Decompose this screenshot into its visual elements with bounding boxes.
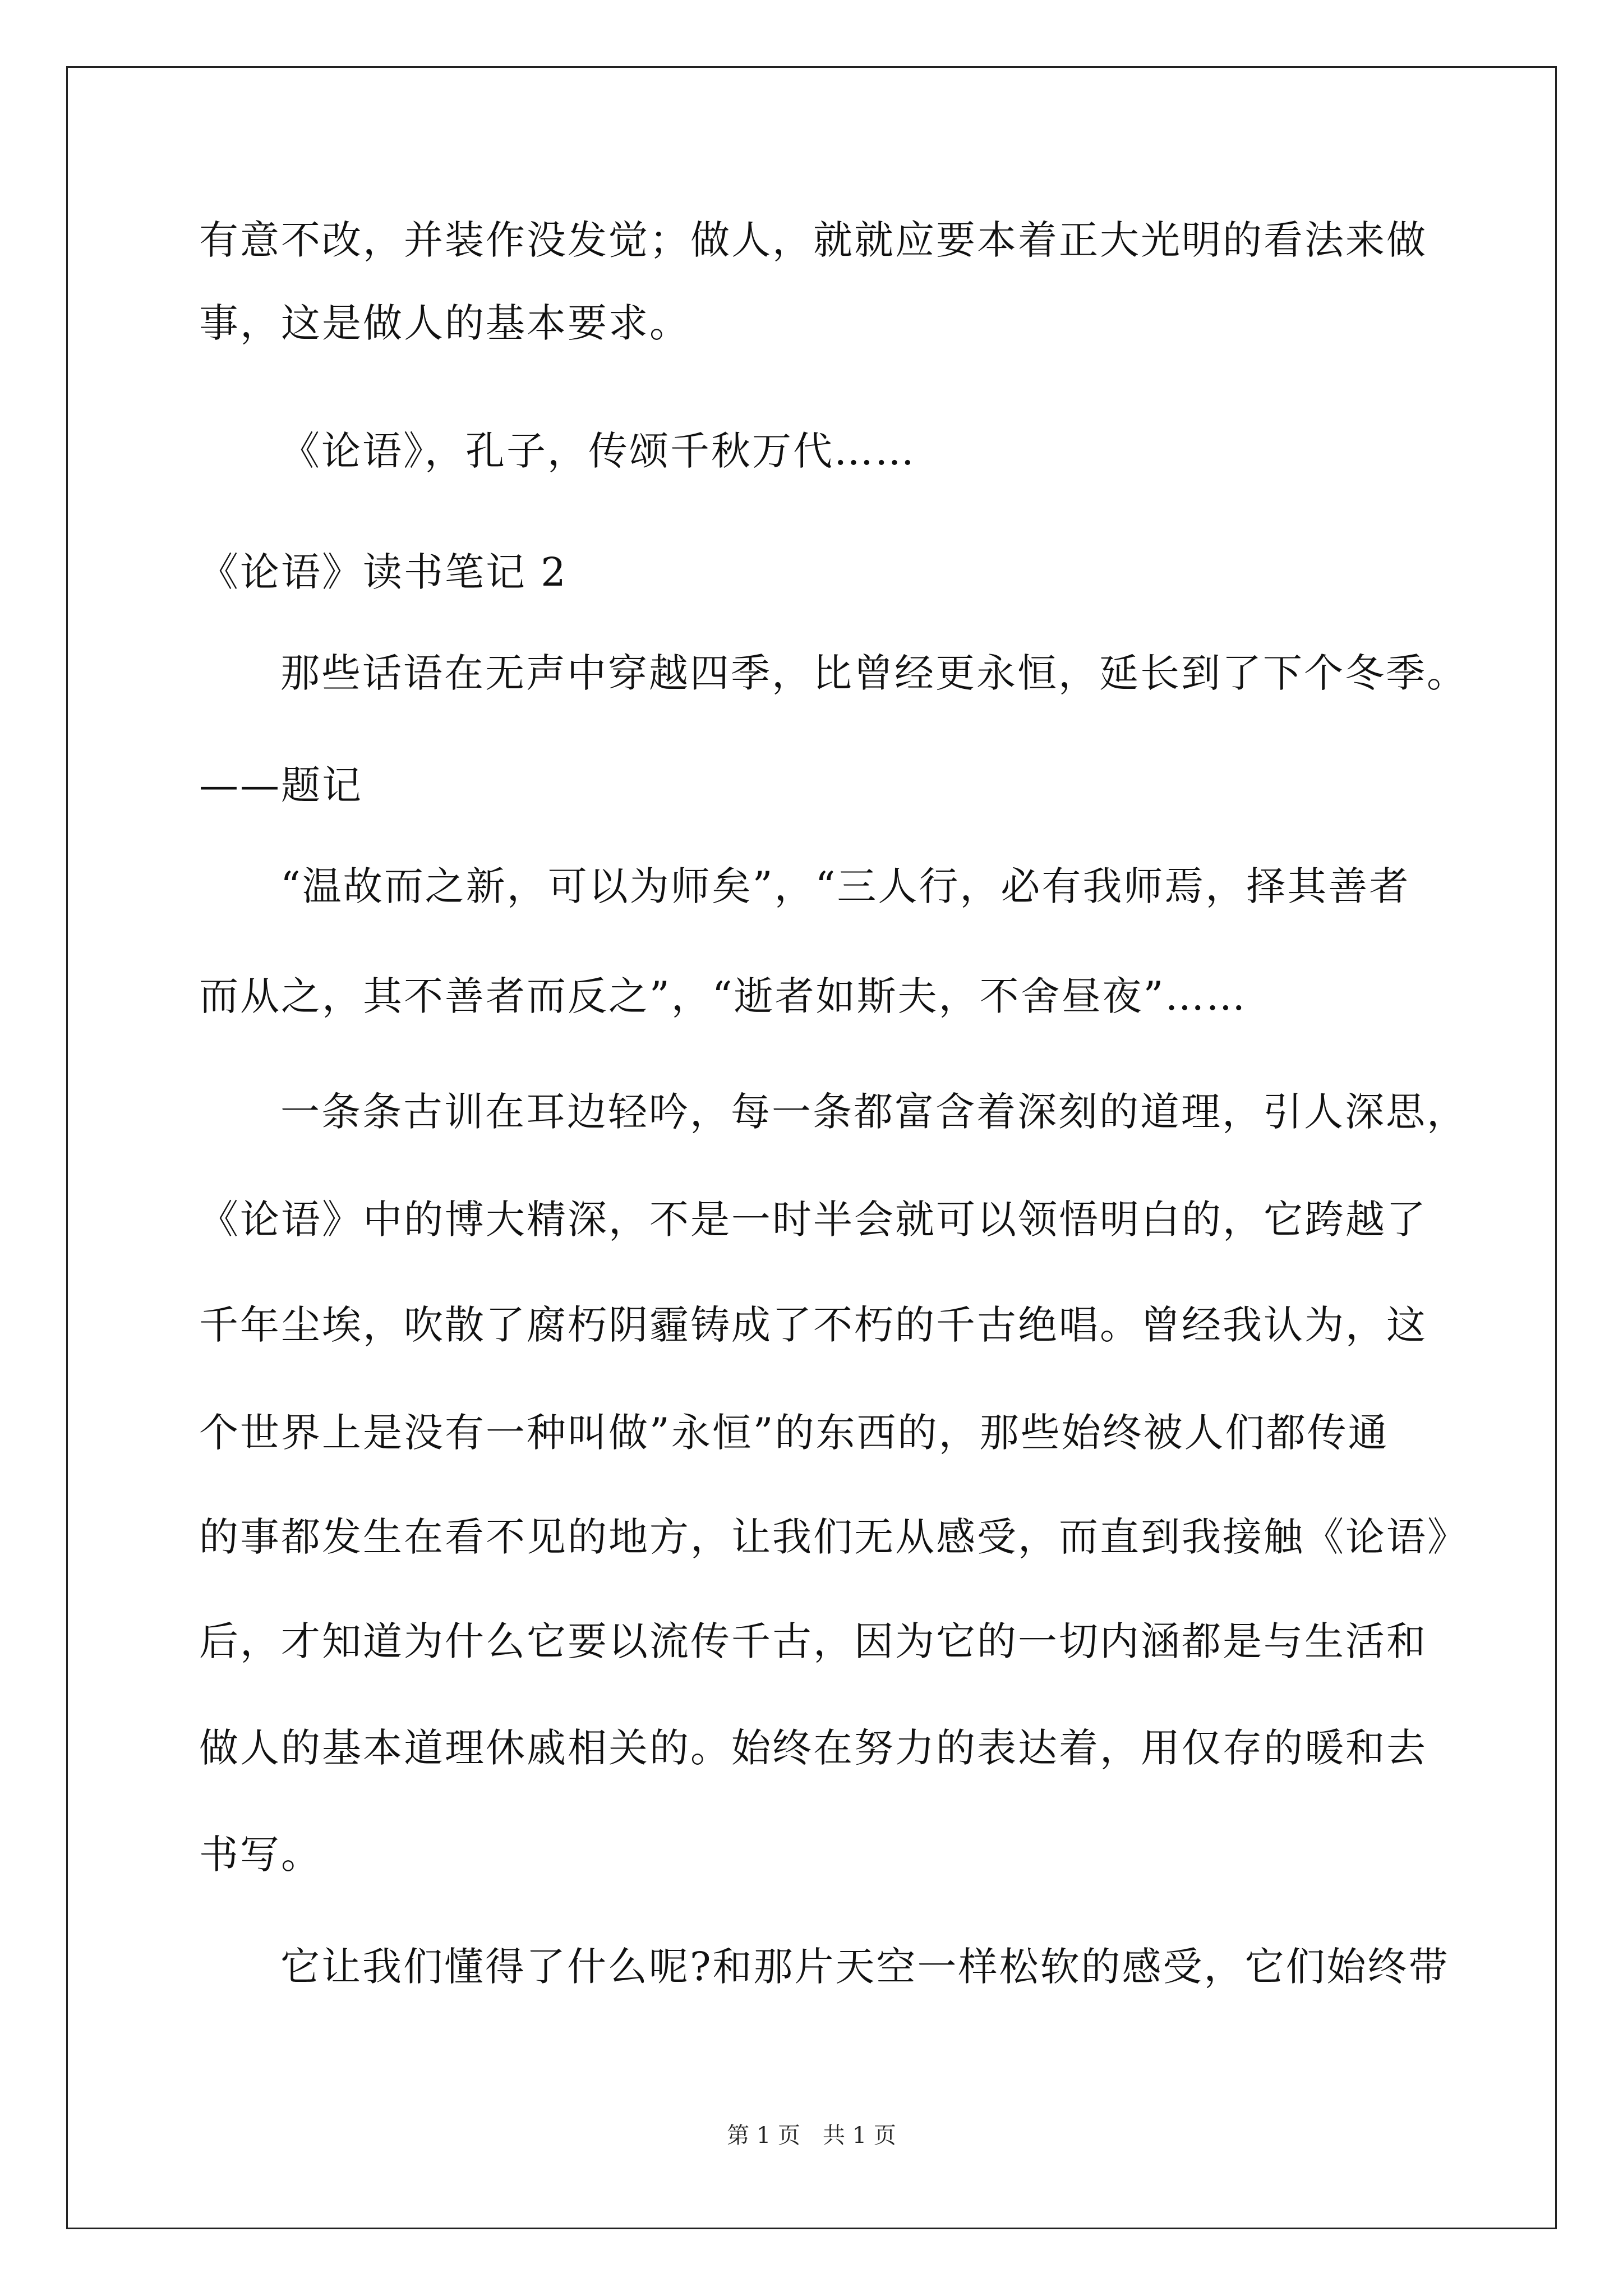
paragraph-line: 事，这是做人的基本要求。 xyxy=(199,300,690,346)
paragraph-line: “温故而之新，可以为师矣”，“三人行，必有我师焉，择其善者 xyxy=(280,863,1410,909)
paragraph-line: 做人的基本道理休戚相关的。始终在努力的表达着，用仅存的暖和去 xyxy=(199,1725,1427,1771)
paragraph-line: 《论语》，孔子，传颂千秋万代…… xyxy=(280,428,916,474)
paragraph-line: 《论语》中的博大精深，不是一时半会就可以领悟明白的，它跨越了 xyxy=(199,1197,1427,1243)
epigraph-attribution: ——题记 xyxy=(199,762,363,808)
page-border xyxy=(66,66,1557,2229)
page-number-footer: 第 1 页 共 1 页 xyxy=(727,2123,896,2148)
paragraph-line: 个世界上是没有一种叫做”永恒”的东西的，那些始终被人们都传通 xyxy=(199,1410,1389,1456)
paragraph-line: 它让我们懂得了什么呢?和那片天空一样松软的感受，它们始终带 xyxy=(280,1944,1450,1990)
paragraph-line: 千年尘埃，吹散了腐朽阴霾铸成了不朽的千古绝唱。曾经我认为，这 xyxy=(199,1302,1427,1348)
paragraph-line: 一条条古训在耳边轻吟，每一条都富含着深刻的道理，引人深思， xyxy=(280,1089,1468,1135)
paragraph-line: 那些话语在无声中穿越四季，比曾经更永恒，延长到了下个冬季。 xyxy=(280,650,1468,696)
paragraph-line: 有意不改，并装作没发觉；做人，就就应要本着正大光明的看法来做 xyxy=(199,217,1427,263)
section-heading: 《论语》读书笔记 2 xyxy=(199,549,568,595)
paragraph-line: 书写。 xyxy=(199,1832,322,1878)
paragraph-line: 的事都发生在看不见的地方，让我们无从感受，而直到我接触《论语》 xyxy=(199,1514,1468,1560)
paragraph-line: 而从之，其不善者而反之”，“逝者如斯夫，不舍昼夜”…… xyxy=(199,973,1247,1019)
paragraph-line: 后，才知道为什么它要以流传千古，因为它的一切内涵都是与生活和 xyxy=(199,1618,1427,1664)
